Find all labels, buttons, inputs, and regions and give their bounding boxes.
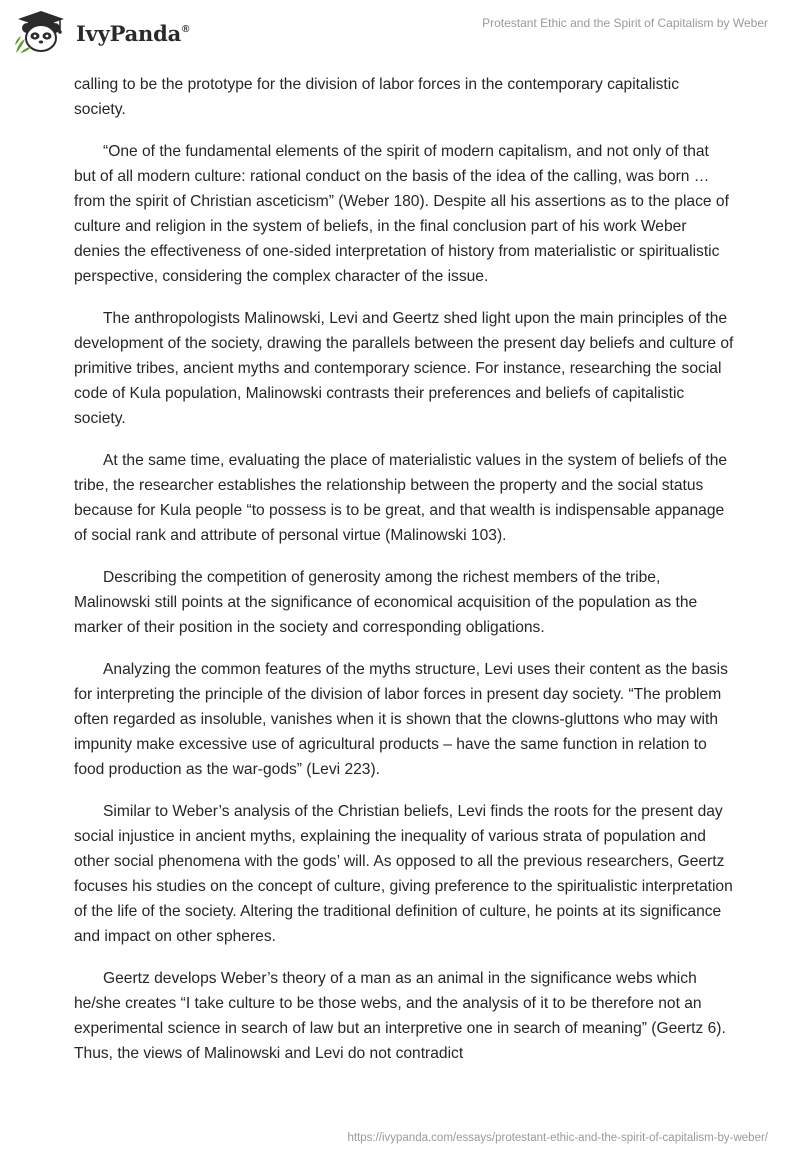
- paragraph: At the same time, evaluating the place of materialistic values in the system of beliefs of the tribe, the researcher establishes the relationship between the property and the social status because for Kula people “to possess is to be great, and that wealth is indispensable appanage of social rank and attribute of personal virtue (Malinowski 103).: [74, 452, 728, 544]
- paragraph: Similar to Weber’s analysis of the Christian beliefs, Levi finds the roots for the present day social injustice in ancient myths, explaining the inequality of various strata of population and other social phenomena with the gods’ will. As opposed to all the previous researchers, Geertz focuses his studies on the concept of culture, giving preference to the spiritualistic interpretation of the life of the society. Altering the traditional definition of culture, he points at its significance and impact on other spheres.: [74, 803, 733, 945]
- paragraph: “One of the fundamental elements of the spirit of modern capitalism, and not only of that but of all modern culture: rational conduct on the basis of the idea of the calling, was born … from the spirit of Christian asceticism” (Weber 180). Despite all his assertions as to the place of culture and religion in the system of beliefs, in the final conclusion part of his work Weber denies the effectiveness of one-sided interpretation of history from materialistic or spiritualistic perspective, considering the complex character of the issue.: [74, 143, 729, 285]
- source-url[interactable]: https://ivypanda.com/essays/protestant-ethic-and-the-spirit-of-capitalism-by-weber/: [347, 1132, 768, 1144]
- paragraph: Geertz develops Weber’s theory of a man as an animal in the significance webs which he/she creates “I take culture to be those webs, and the analysis of it to be therefore not an experimental science in search of law but an interpretive one in search of meaning” (Geertz 6). Thus, the views of Malinowski and Levi do not contradict: [74, 970, 726, 1062]
- document-title: Protestant Ethic and the Spirit of Capitalism by Weber: [482, 16, 768, 30]
- logo-wordmark: IvyPanda®: [76, 20, 190, 46]
- paragraph: calling to be the prototype for the division of labor forces in the contemporary capitalistic society.: [74, 76, 680, 118]
- paragraph: Describing the competition of generosity among the richest members of the tribe, Malinowski still points at the significance of economical acquisition of the population as the marker of their position in the society and corresponding obligations.: [74, 569, 698, 636]
- ivypanda-logo[interactable]: [14, 9, 189, 55]
- essay-body: [74, 72, 734, 1083]
- paragraph: The anthropologists Malinowski, Levi and Geertz shed light upon the main principles of the development of the society, drawing the parallels between the present day beliefs and culture of primitive tribes, ancient myths and contemporary science. For instance, researching the social code of Kula population, Malinowski contrasts their preferences and beliefs of capitalistic society.: [74, 310, 734, 427]
- paragraph: Analyzing the common features of the myths structure, Levi uses their content as the basis for interpreting the principle of the division of labor forces in present day society. “The problem often regarded as insoluble, vanishes when it is shown that the clowns-gluttons who may with impunity make excessive use of agricultural products – have the same function in relation to food production as the war-gods” (Levi 223).: [74, 661, 728, 778]
- page-header: [0, 0, 800, 66]
- panda-graduate-icon: [14, 9, 68, 55]
